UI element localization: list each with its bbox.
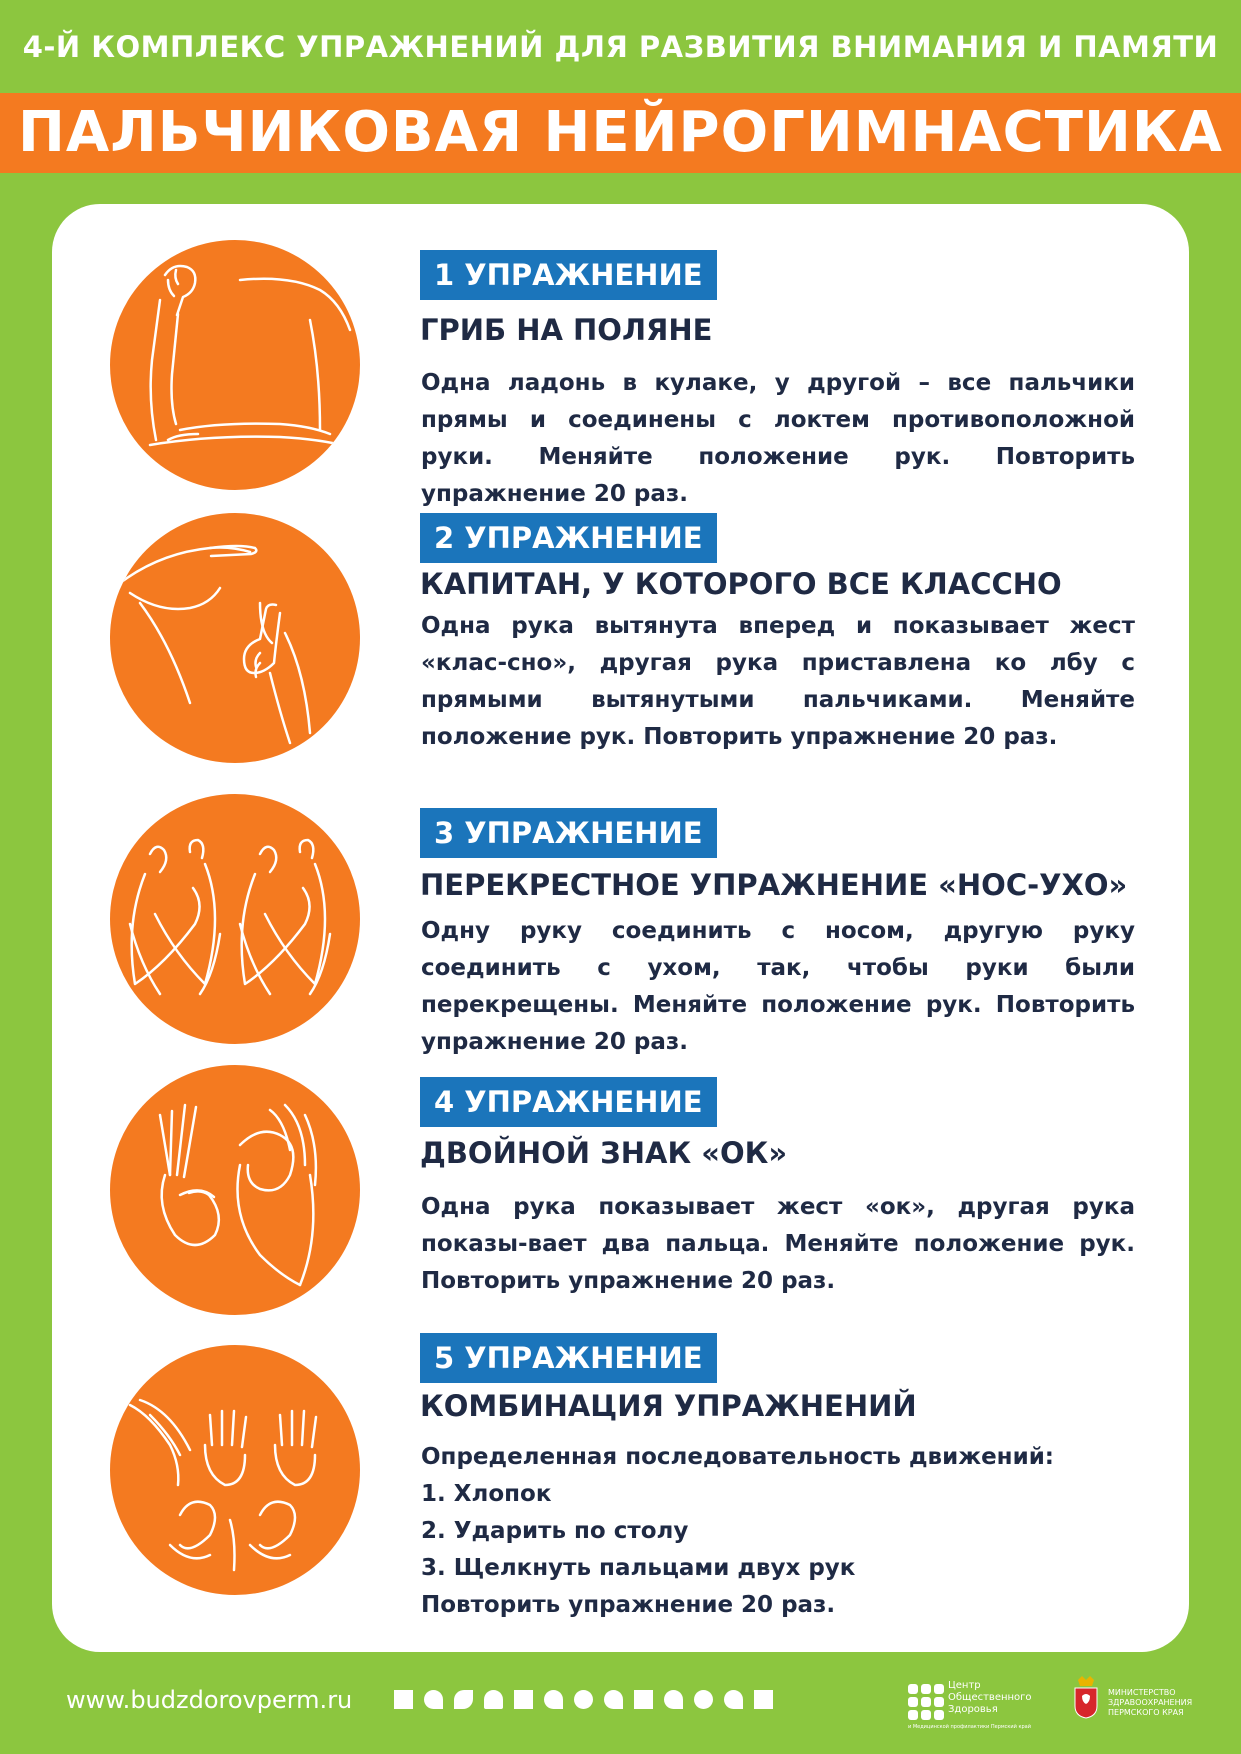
ok-sign-illustration-icon bbox=[110, 1065, 360, 1315]
square-shape-icon bbox=[514, 1690, 533, 1709]
coat-of-arms-icon bbox=[1072, 1674, 1100, 1720]
decorative-shapes-row bbox=[394, 1690, 773, 1714]
drop-shape-icon bbox=[724, 1690, 743, 1709]
exercise-3-title: ПЕРЕКРЕСТНОЕ УПРАЖНЕНИЕ «НОС-УХО» bbox=[420, 868, 1128, 902]
exercise-1-title: ГРИБ НА ПОЛЯНЕ bbox=[420, 313, 713, 347]
clap-hands-illustration-icon bbox=[110, 1345, 360, 1595]
exercise-3-line: Одну руку соединить с носом, другую руку соединить с ухом, так, чтобы руки были перекрещены. Меняйте положение рук. Повторить упражнение 20 раз. bbox=[421, 918, 1135, 1055]
exercise-4-description bbox=[421, 1189, 1135, 1300]
circle-shape-icon bbox=[574, 1690, 593, 1709]
leaf-shape-icon bbox=[454, 1690, 473, 1709]
flower-shape-icon bbox=[664, 1690, 683, 1709]
ministry-name: МИНИСТЕРСТВО ЗДРАВООХРАНЕНИЯ ПЕРМСКОГО КРАЯ bbox=[1108, 1688, 1193, 1717]
drop-shape-icon bbox=[604, 1690, 623, 1709]
exercise-4-line: Одна рука показывает жест «ок», другая рука показы-вает два пальца. Меняйте положение рук. Повторить упражнение 20 раз. bbox=[421, 1194, 1135, 1294]
thumbs-up-salute-illustration-icon bbox=[110, 513, 360, 763]
exercise-1-line: Одна ладонь в кулаке, у другой – все пальчики прямы и соединены с локтем противоположной руки. Меняйте положение рук. Повторить упражнение 20 раз. bbox=[421, 370, 1135, 507]
cloud-shape-icon bbox=[484, 1690, 503, 1709]
exercise-3-badge: 3 УПРАЖНЕНИЕ bbox=[420, 808, 717, 858]
square-shape-icon bbox=[634, 1690, 653, 1709]
website-link[interactable]: www.budzdorovperm.ru bbox=[66, 1686, 353, 1714]
exercise-2-badge: 2 УПРАЖНЕНИЕ bbox=[420, 513, 717, 563]
square-shape-icon bbox=[754, 1690, 773, 1709]
exercise-5-badge: 5 УПРАЖНЕНИЕ bbox=[420, 1333, 717, 1383]
square-shape-icon bbox=[394, 1690, 413, 1709]
exercise-2-title: КАПИТАН, У КОТОРОГО ВСЕ КЛАССНО bbox=[420, 567, 1062, 601]
exercise-2-line: Одна рука вытянута вперед и показывает жест «клас-сно», другая рука приставлена ко лбу с прямыми вытянутыми пальчиками. Меняйте положение рук. Повторить упражнение 20 раз. bbox=[421, 613, 1135, 750]
crossed-arms-illustration-icon bbox=[110, 794, 360, 1044]
exercise-2-description bbox=[421, 608, 1135, 756]
flower-shape-icon bbox=[424, 1690, 443, 1709]
exercise-1-badge: 1 УПРАЖНЕНИЕ bbox=[420, 250, 717, 300]
public-health-center-logo bbox=[908, 1680, 1038, 1740]
title-banner bbox=[0, 93, 1241, 173]
fist-elbow-illustration-icon bbox=[110, 240, 360, 490]
exercise-3-description bbox=[421, 913, 1135, 1061]
exercise-4-badge: 4 УПРАЖНЕНИЕ bbox=[420, 1077, 717, 1127]
exercise-5-line: 1. Хлопок bbox=[421, 1481, 552, 1507]
exercise-5-line: 2. Ударить по столу bbox=[421, 1518, 689, 1544]
public-health-center-name: Центр Общественного Здоровья bbox=[948, 1680, 1032, 1715]
exercise-5-line: 3. Щелкнуть пальцами двух рук bbox=[421, 1555, 856, 1581]
exercise-5-line: Определенная последовательность движений: bbox=[421, 1444, 1055, 1470]
exercise-5-description bbox=[421, 1439, 1135, 1624]
exercise-1-description bbox=[421, 365, 1135, 513]
dots-grid-icon bbox=[908, 1684, 946, 1722]
exercise-5-line: Повторить упражнение 20 раз. bbox=[421, 1592, 836, 1618]
poster-subtitle: 4-Й КОМПЛЕКС УПРАЖНЕНИЙ ДЛЯ РАЗВИТИЯ ВНИМАНИЯ И ПАМЯТИ bbox=[22, 30, 1219, 64]
exercise-4-title: ДВОЙНОЙ ЗНАК «ОК» bbox=[420, 1136, 788, 1170]
exercise-5-title: КОМБИНАЦИЯ УПРАЖНЕНИЙ bbox=[420, 1389, 917, 1423]
flower-shape-icon bbox=[544, 1690, 563, 1709]
ministry-logo bbox=[1072, 1674, 1202, 1734]
public-health-center-subtext: и Медицинской профилактики Пермский край bbox=[908, 1724, 1031, 1730]
poster-title: ПАЛЬЧИКОВАЯ НЕЙРОГИМНАСТИКА bbox=[18, 100, 1223, 165]
circle-shape-icon bbox=[694, 1690, 713, 1709]
